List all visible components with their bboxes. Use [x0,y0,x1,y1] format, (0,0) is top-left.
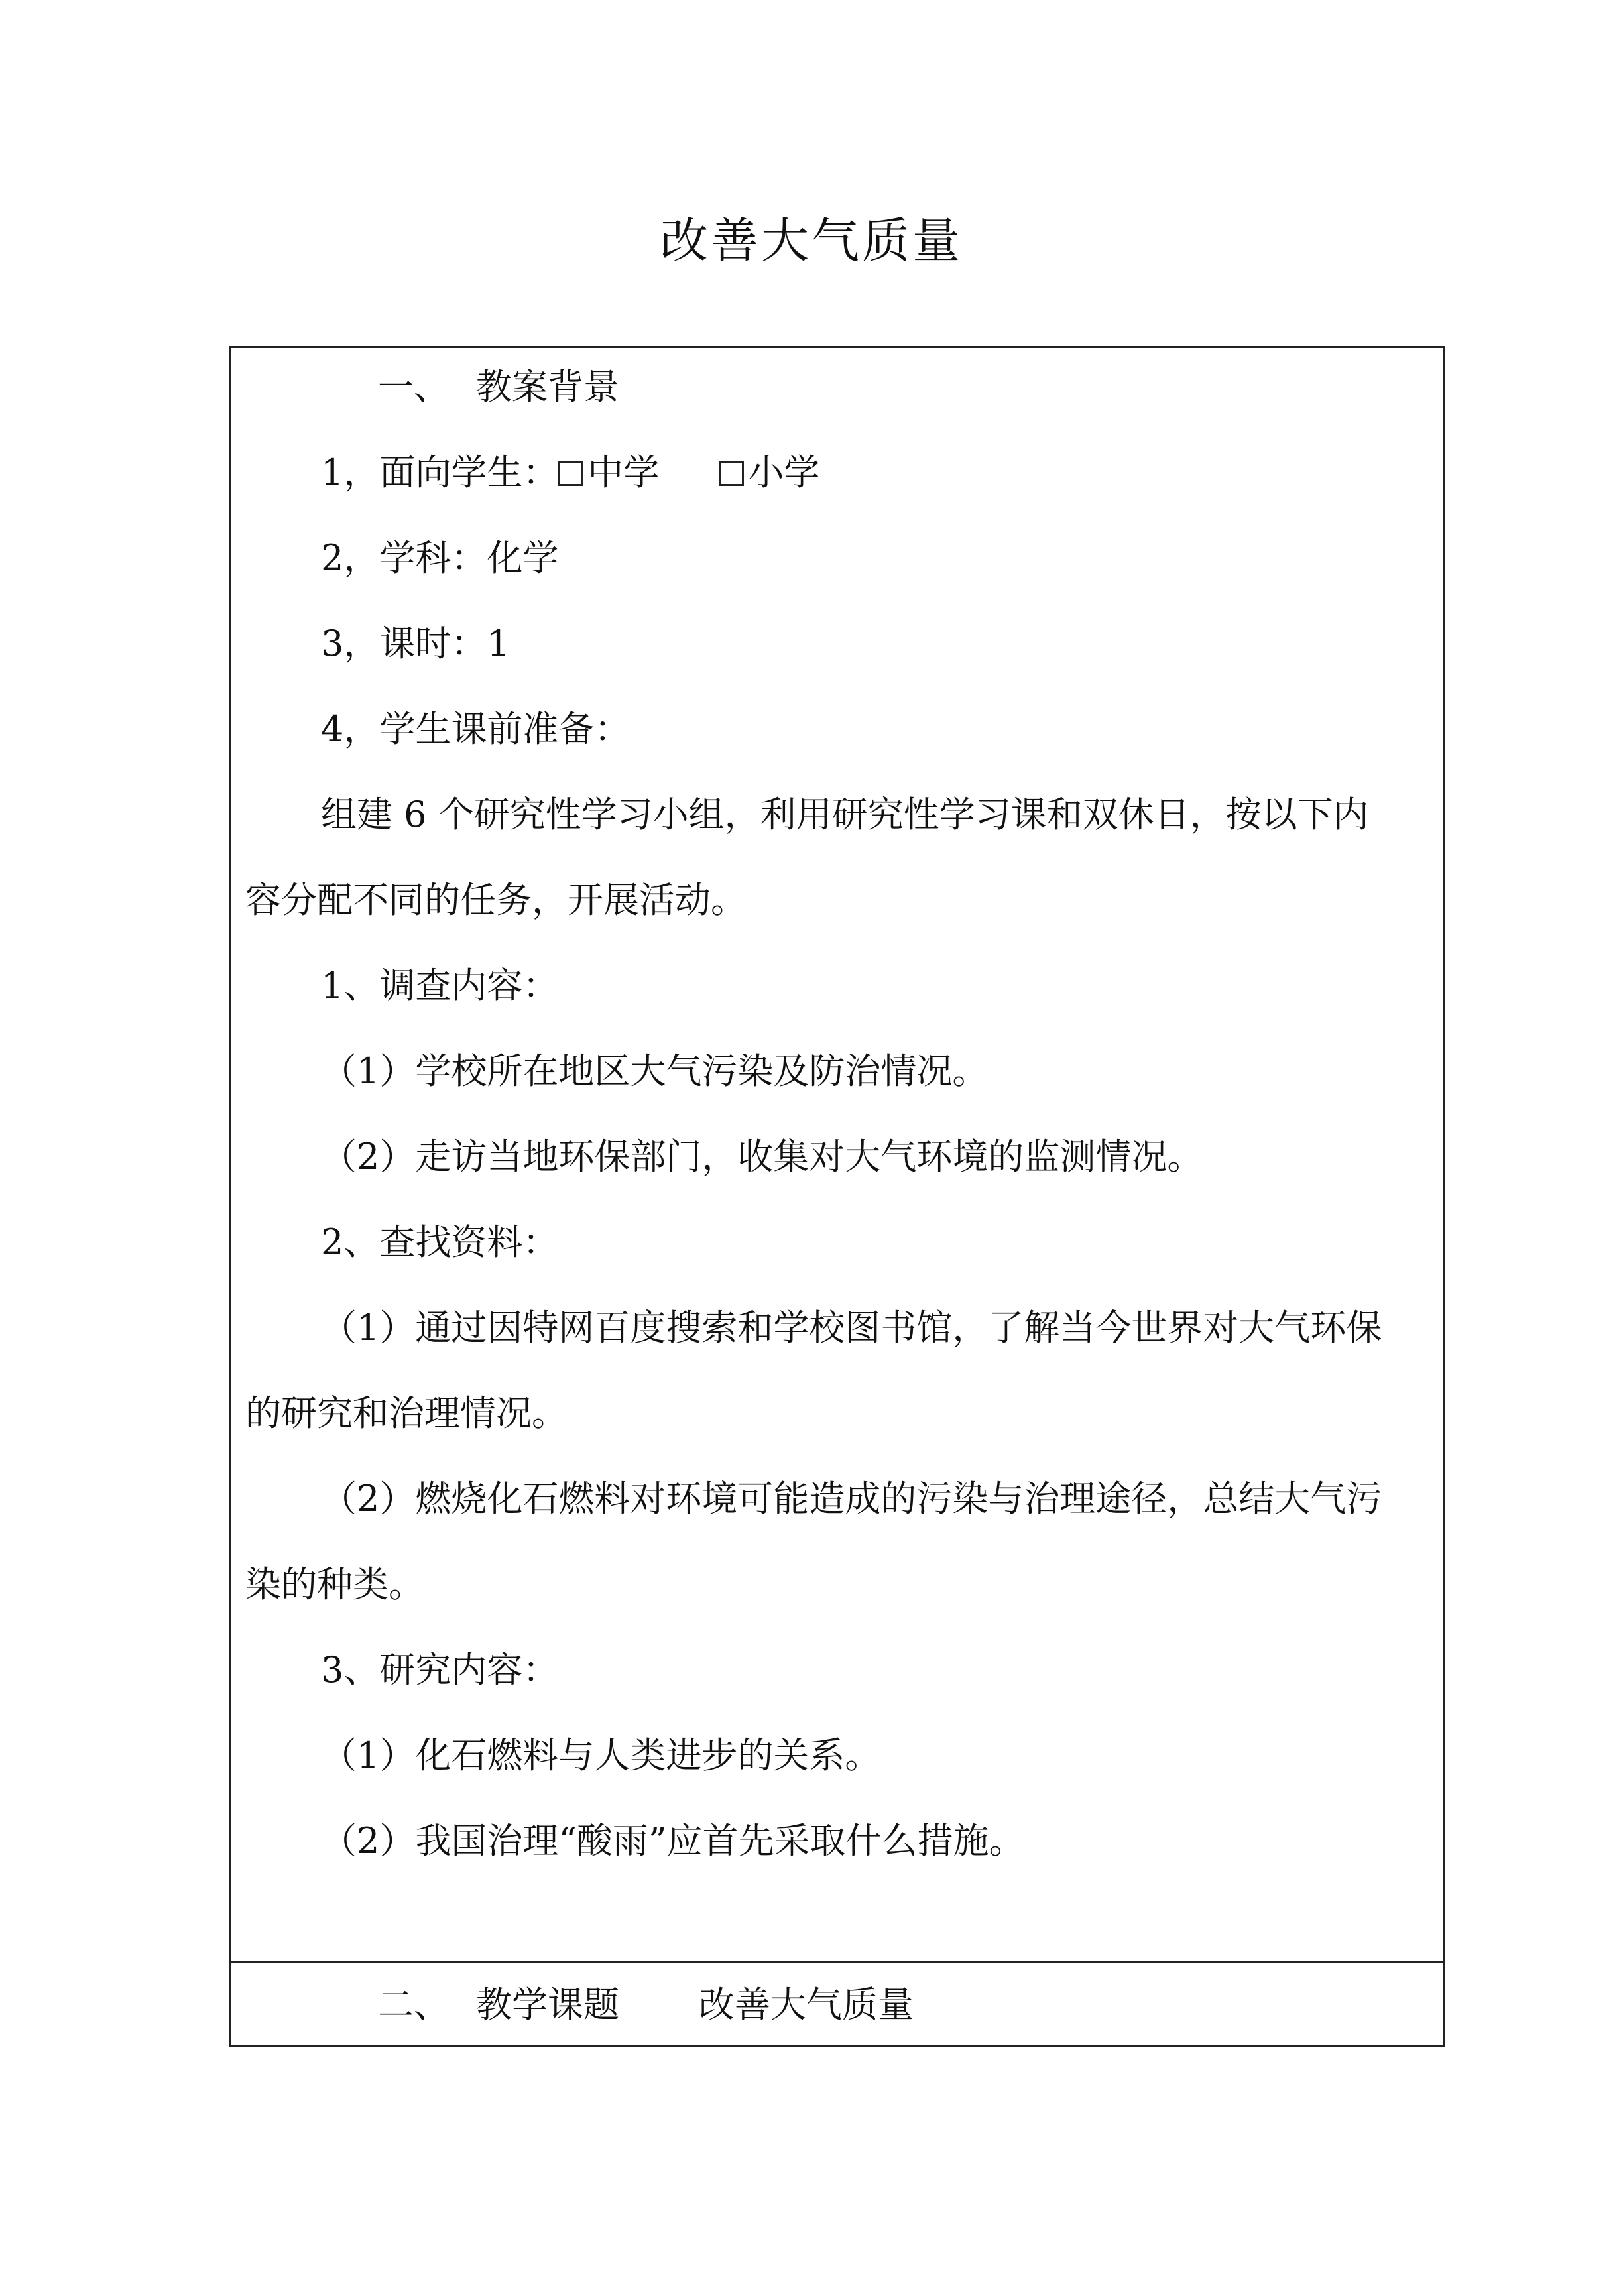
target-students-label: 1，面向学生： [321,452,559,493]
document-title: 改善大气质量 [660,213,963,269]
class-hours-line: 3，课时：1 [321,623,510,664]
target-students-row [321,451,819,495]
student-prep-label: 4，学生课前准备： [321,708,631,750]
table-row-divider [229,1961,1445,1963]
survey-label: 1、调查内容： [321,965,559,1006]
section-1-title: 教案背景 [476,366,619,408]
lesson-topic: 改善大气质量 [699,1984,914,2025]
section-2-title: 教学课题 [476,1984,619,2025]
research-item-1: （1）化石燃料与人类进步的关系。 [321,1734,881,1776]
checkbox-middle-school[interactable] [558,461,583,486]
survey-item-2: （2）走访当地环保部门，收集对大气环境的监测情况。 [321,1136,1203,1178]
search-item-2-line-2: 染的种类。 [245,1563,424,1605]
search-item-2-line-1: （2）燃烧化石燃料对环境可能造成的污染与治理途径，总结大气污 [321,1478,1382,1520]
research-label: 3、研究内容： [321,1649,559,1691]
section-2-heading [378,1983,914,2027]
survey-item-1: （1）学校所在地区大气污染及防治情况。 [321,1050,989,1092]
research-item-2: （2）我国治理“酸雨”应首先采取什么措施。 [321,1820,1025,1862]
subject-line: 2，学科：化学 [321,537,559,579]
search-item-1-line-1: （1）通过因特网百度搜索和学校图书馆，了解当今世界对大气环保 [321,1307,1382,1349]
option-primary-school: 小学 [748,452,820,493]
checkbox-primary-school[interactable] [719,461,744,486]
search-label: 2、查找资料： [321,1221,559,1263]
section-1-heading [378,365,619,409]
search-item-1-line-2: 的研究和治理情况。 [245,1392,568,1434]
section-2-number: 二、 [378,1984,450,2025]
section-1-number: 一、 [378,366,450,408]
intro-paragraph-line-2: 容分配不同的任务，开展活动。 [245,879,747,921]
intro-paragraph-line-1: 组建 6 个研究性学习小组，利用研究性学习课和双休日，按以下内 [321,794,1369,835]
lesson-plan-table [229,346,1445,2047]
option-middle-school: 中学 [587,452,660,493]
